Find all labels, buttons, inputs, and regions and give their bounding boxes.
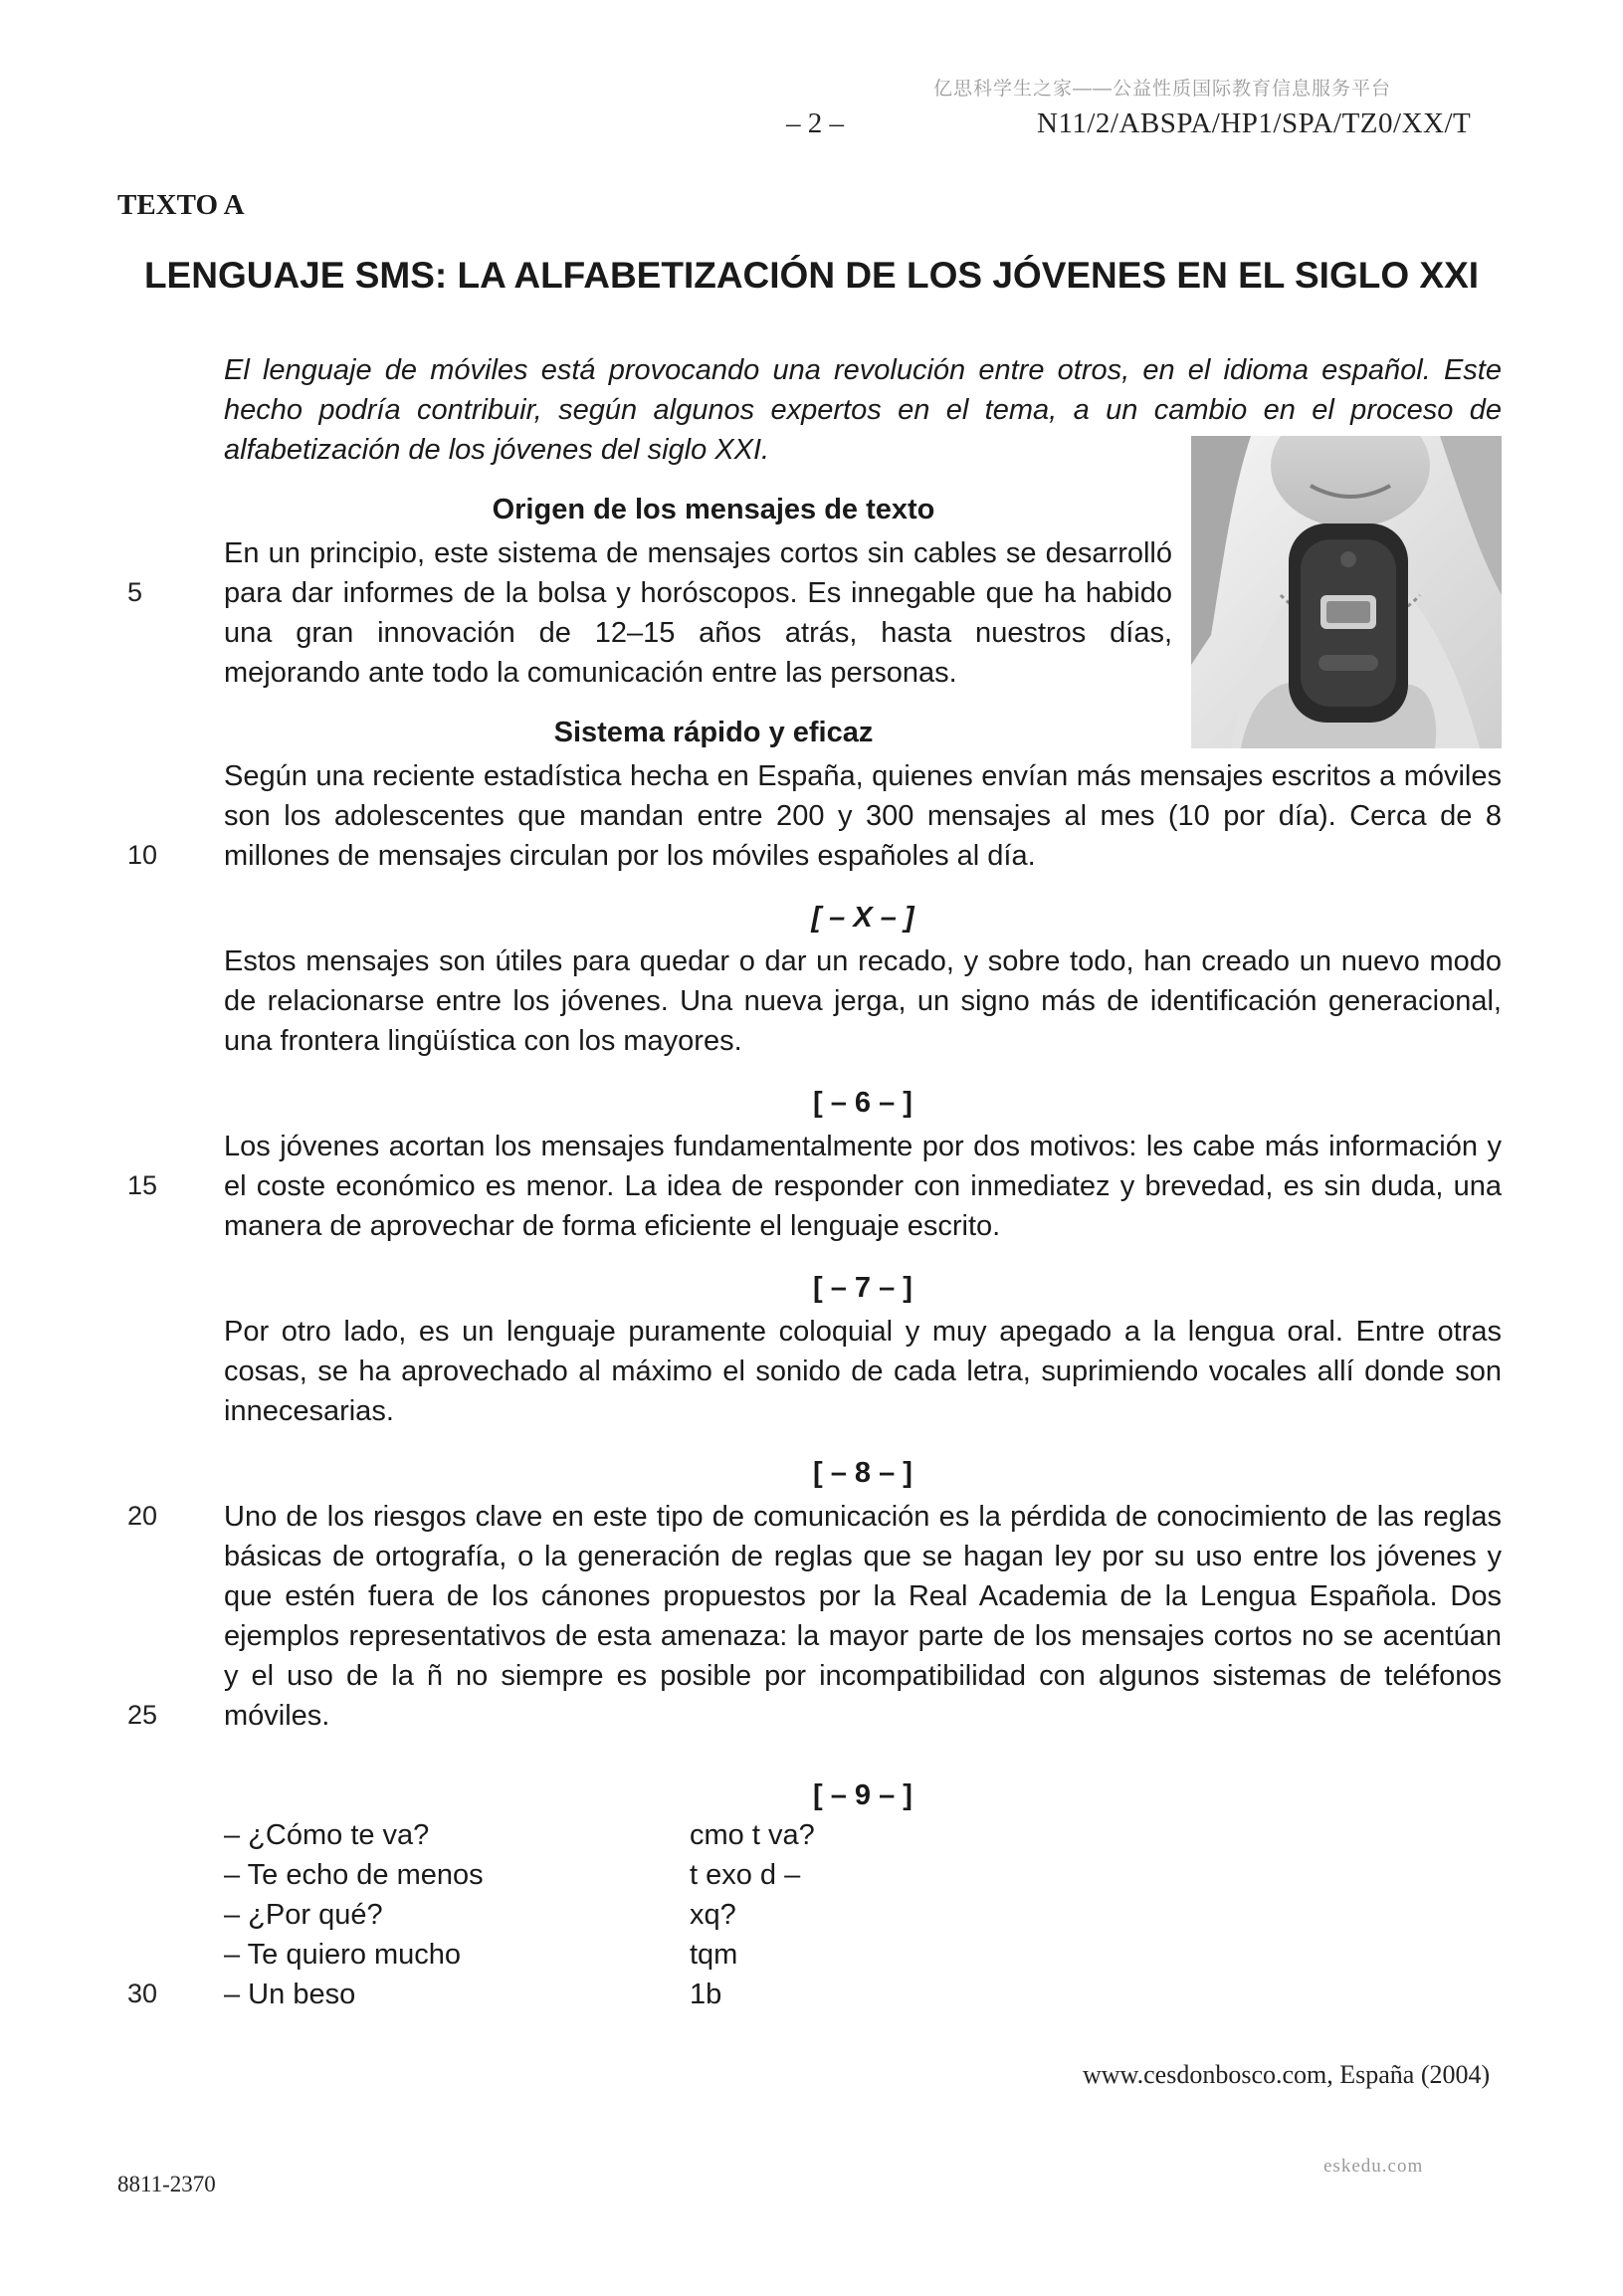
sms-abbreviation: cmo t va? — [690, 1819, 815, 1851]
paragraph-sistema: Según una reciente estadística hecha en España, quienes envían más mensajes escritos a móviles son los adolescentes que mandan entre 200 y 300 mensajes al mes (10 por día). Cerca de 8 millones de mensajes circulan por los móviles españoles al día. — [224, 760, 1502, 872]
woman-phone-illustration — [1191, 436, 1502, 748]
sms-phrase: – ¿Por qué? — [224, 1899, 383, 1931]
heading-9: [ – 9 – ] — [813, 1779, 913, 1811]
article-title: LENGUAJE SMS: LA ALFABETIZACIÓN DE LOS JÓVENES EN EL SIGLO XXI — [143, 255, 1480, 296]
paragraph-origen: En un principio, este sistema de mensajes cortos sin cables se desarrolló para dar informes de la bolsa y horóscopos. Es innegable que ha habido una gran innovación de 12–15 años atrás, hasta nuestros días, mejorando ante todo la comunicación entre las personas. — [224, 537, 1172, 689]
paragraph-8: Uno de los riesgos clave en este tipo de comunicación es la pérdida de conocimiento de las reglas básicas de ortografía, o la generación de reglas que se hagan ley por su uso entre los jóvenes y que estén fuera de los cánones propuestos por la Real Academia de la Lengua Española. Dos ejemplos representativos de esta amenaza: la mayor parte de los mensajes cortos no se acentúan y el uso de la ñ no siempre es posible por incompatibilidad con algunos sistemas de teléfonos móviles. — [224, 1501, 1502, 1732]
sms-phrase: – Te quiero mucho — [224, 1939, 462, 1971]
line-number: 15 — [127, 1170, 158, 1200]
footer-watermark: eskedu.com — [1323, 2156, 1424, 2177]
source-citation: www.cesdonbosco.com, España (2004) — [1083, 2060, 1491, 2089]
sms-phrase: – ¿Cómo te va? — [224, 1819, 430, 1851]
heading-x: [ – X – ] — [811, 902, 914, 934]
line-number: 25 — [127, 1700, 158, 1730]
line-number: 30 — [127, 1979, 158, 2008]
sms-abbreviation: xq? — [690, 1899, 736, 1931]
document-code: N11/2/ABSPA/HP1/SPA/TZ0/XX/T — [1037, 107, 1472, 139]
paragraph-x: Estos mensajes son útiles para quedar o dar un recado, y sobre todo, han creado un nuevo modo de relacionarse entre los jóvenes. Una nueva jerga, un signo más de identificación generacional, una frontera lingüística con los mayores. — [224, 945, 1502, 1057]
sms-phrase: – Un beso — [224, 1979, 356, 2010]
heading-7: [ – 7 – ] — [813, 1272, 913, 1304]
heading-sistema: Sistema rápido y eficaz — [553, 717, 874, 748]
sms-abbreviation: tqm — [690, 1939, 738, 1971]
paragraph-7: Por otro lado, es un lenguaje puramente coloquial y muy apegado a la lengua oral. Entre otras cosas, se ha aprovechado al máximo el sonido de cada letra, suprimiendo vocales allí donde son innecesarias. — [224, 1316, 1502, 1427]
line-number: 10 — [127, 840, 158, 870]
woman-phone-photo — [1191, 436, 1502, 748]
line-number: 5 — [127, 577, 143, 607]
intro-paragraph: El lenguaje de móviles está provocando una revolución entre otros, en el idioma español. Este hecho podría contribuir, según algunos expertos en el tema, a un cambio en el proceso de alfabetización de los jóvenes del siglo XXI. — [224, 354, 1502, 466]
page-number: – 2 – — [786, 107, 844, 139]
text-label: TEXTO A — [117, 189, 245, 221]
sms-phrase: – Te echo de menos — [224, 1859, 484, 1891]
heading-8: [ – 8 – ] — [813, 1457, 913, 1489]
paragraph-6: Los jóvenes acortan los mensajes fundamentalmente por dos motivos: les cabe más información y el coste económico es menor. La idea de responder con inmediatez y brevedad, es sin duda, una manera de aprovechar de forma eficiente el lenguaje escrito. — [224, 1131, 1502, 1242]
line-number: 20 — [127, 1501, 158, 1531]
footer-code: 8811-2370 — [117, 2172, 216, 2196]
sms-abbreviation: 1b — [690, 1979, 722, 2010]
heading-origen: Origen de los mensajes de texto — [492, 494, 935, 525]
sms-abbreviation: t exo d – — [690, 1859, 801, 1891]
header-watermark: 亿思科学生之家——公益性质国际教育信息服务平台 — [933, 79, 1392, 100]
heading-6: [ – 6 – ] — [813, 1087, 913, 1119]
